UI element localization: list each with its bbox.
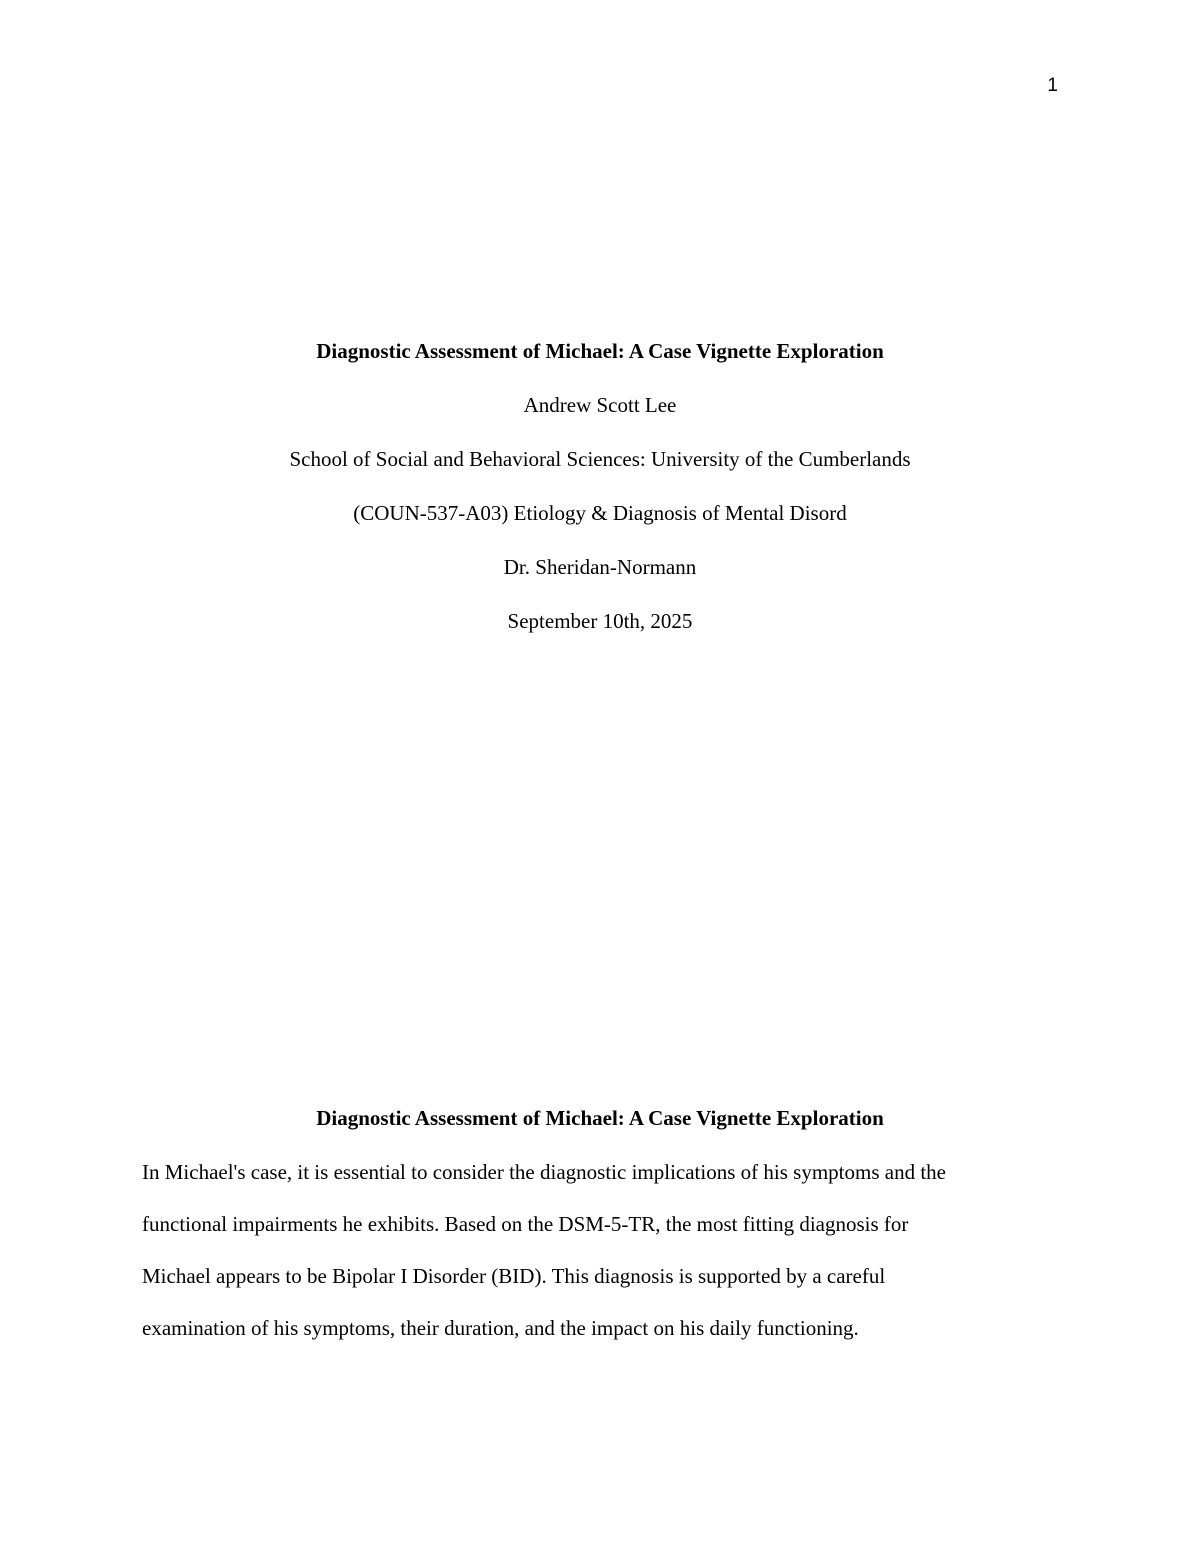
page-number: 1	[1047, 75, 1058, 96]
institution: School of Social and Behavioral Sciences: University of the Cumberlands	[289, 447, 911, 471]
paragraph-line: functional impairments he exhibits. Based on the DSM-5-TR, the most fitting diagnosis for	[142, 1212, 909, 1236]
paragraph-line: examination of his symptoms, their duration, and the impact on his daily functioning.	[142, 1316, 859, 1340]
course-name: (COUN-537-A03) Etiology & Diagnosis of Mental Disord	[353, 501, 847, 525]
submission-date: September 10th, 2025	[507, 609, 693, 633]
author-name: Andrew Scott Lee	[523, 393, 677, 417]
instructor-name: Dr. Sheridan-Normann	[503, 555, 697, 579]
paragraph-line: In Michael's case, it is essential to consider the diagnostic implications of his symptoms and the	[142, 1160, 946, 1184]
paragraph-line: Michael appears to be Bipolar I Disorder (BID). This diagnosis is supported by a careful	[142, 1264, 886, 1288]
paper-title: Diagnostic Assessment of Michael: A Case Vignette Exploration	[316, 339, 884, 363]
title-block	[0, 324, 1200, 648]
body-section	[142, 1101, 1058, 1361]
body-paragraph	[142, 1153, 1058, 1361]
section-heading: Diagnostic Assessment of Michael: A Case Vignette Exploration	[316, 1106, 884, 1130]
